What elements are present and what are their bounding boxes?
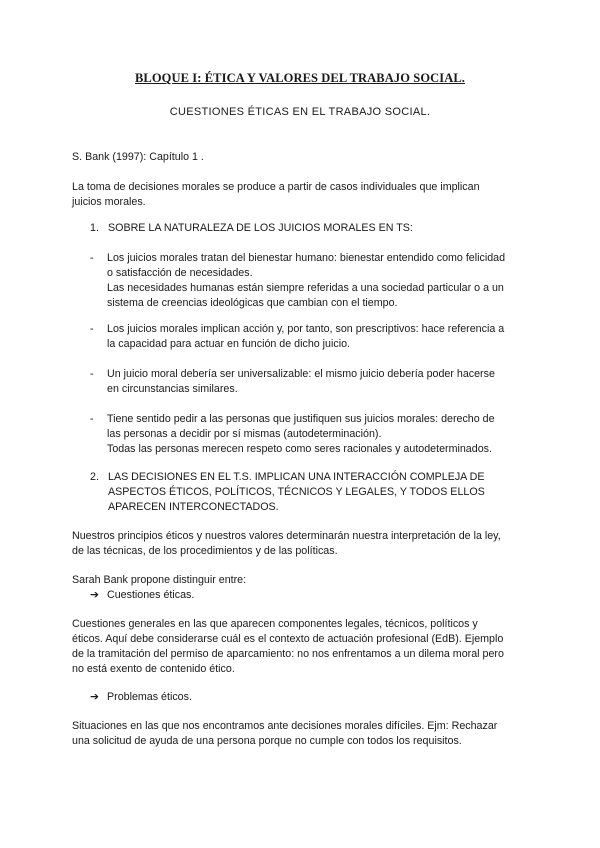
problemas-paragraph xyxy=(72,719,532,749)
bullet-dash: - xyxy=(90,413,94,425)
sarah-bank-line: Sarah Bank propone distinguir entre: xyxy=(72,574,247,586)
bullet-line: Los juicios morales implican acción y, por tanto, son prescriptivos: hace referencia a xyxy=(107,323,505,335)
bullet-line: en circunstancias similares. xyxy=(107,383,238,395)
bullet-line: o satisfacción de necesidades. xyxy=(107,267,253,279)
arrow-item-problemas xyxy=(90,690,192,705)
principles-line: Nuestros principios éticos y nuestros valores determinarán nuestra interpretación de la ley, xyxy=(72,530,501,542)
intro-line: La toma de decisiones morales se produce a partir de casos individuales que implican xyxy=(72,181,480,193)
bullet-line: Los juicios morales tratan del bienestar humano: bienestar entendido como felicidad xyxy=(107,252,506,264)
bullet-line: la capacidad para actuar en función de dicho juicio. xyxy=(107,338,351,350)
principles-paragraph xyxy=(72,529,532,559)
bullet-dash: - xyxy=(90,368,94,380)
intro-paragraph xyxy=(72,180,532,210)
bullet-line: Todas las personas merecen respeto como seres racionales y autodeterminados. xyxy=(107,443,492,455)
cuestiones-line: Cuestiones generales en las que aparecen componentes legales, técnicos, políticos y xyxy=(72,618,478,630)
cuestiones-line: de la tramitación del permiso de aparcamiento: no nos enfrentamos a un dilema moral pero xyxy=(72,648,504,660)
bullet-dash: - xyxy=(90,252,94,264)
bullet-dash: - xyxy=(90,323,94,335)
intro-line: juicios morales. xyxy=(72,196,146,208)
arrow-item-label: Cuestiones éticas. xyxy=(107,589,195,601)
bullet-line: Las necesidades humanas están siempre referidas a una sociedad particular o a un xyxy=(107,282,504,294)
bullet-line: sistema de creencias ideológicas que cambian con el tiempo. xyxy=(107,297,398,309)
bullet-line: Tiene sentido pedir a las personas que justifiquen sus juicios morales: derecho de xyxy=(107,413,495,425)
arrow-item-label: Problemas éticos. xyxy=(107,691,192,703)
document-title: BLOQUE I: ÉTICA Y VALORES DEL TRABAJO SOCIAL. xyxy=(134,71,466,85)
document-subtitle: CUESTIONES ÉTICAS EN EL TRABAJO SOCIAL. xyxy=(169,106,431,118)
bullet-line: las personas a decidir por sí mismas (autodeterminación). xyxy=(107,428,382,440)
bullet-line: Un juicio moral debería ser universalizable: el mismo juicio debería poder hacerse xyxy=(107,368,495,380)
problemas-line: una solicitud de ayuda de una persona porque no cumple con todos los requisitos. xyxy=(72,735,462,747)
principles-line: de las técnicas, de los procedimientos y de las políticas. xyxy=(72,545,338,557)
arrow-icon: ➔ xyxy=(90,589,99,601)
section-number: 2. xyxy=(90,471,99,483)
section-text: SOBRE LA NATURALEZA DE LOS JUICIOS MORALES EN TS: xyxy=(108,222,413,234)
cuestiones-line: no está exento de contenido ético. xyxy=(72,663,235,675)
arrow-icon: ➔ xyxy=(90,691,99,703)
arrow-item-cuestiones xyxy=(90,588,194,603)
section-line: LAS DECISIONES EN EL T.S. IMPLICAN UNA INTERACCIÓN COMPLEJA DE xyxy=(108,471,485,483)
problemas-line: Situaciones en las que nos encontramos ante decisiones morales difíciles. Ejm: Rechazar xyxy=(72,720,498,732)
section-number: 1. xyxy=(90,222,99,234)
cuestiones-paragraph xyxy=(72,617,532,677)
section-line: APARECEN INTERCONECTADOS. xyxy=(108,501,279,513)
section-line: ASPECTOS ÉTICOS, POLÍTICOS, TÉCNICOS Y LEGALES, Y TODOS ELLOS xyxy=(108,486,485,498)
cuestiones-line: éticos. Aquí debe considerarse cuál es el contexto de actuación profesional (EdB). Ejemplo xyxy=(72,633,504,645)
reference-line: S. Bank (1997): Capítulo 1 . xyxy=(72,151,204,163)
